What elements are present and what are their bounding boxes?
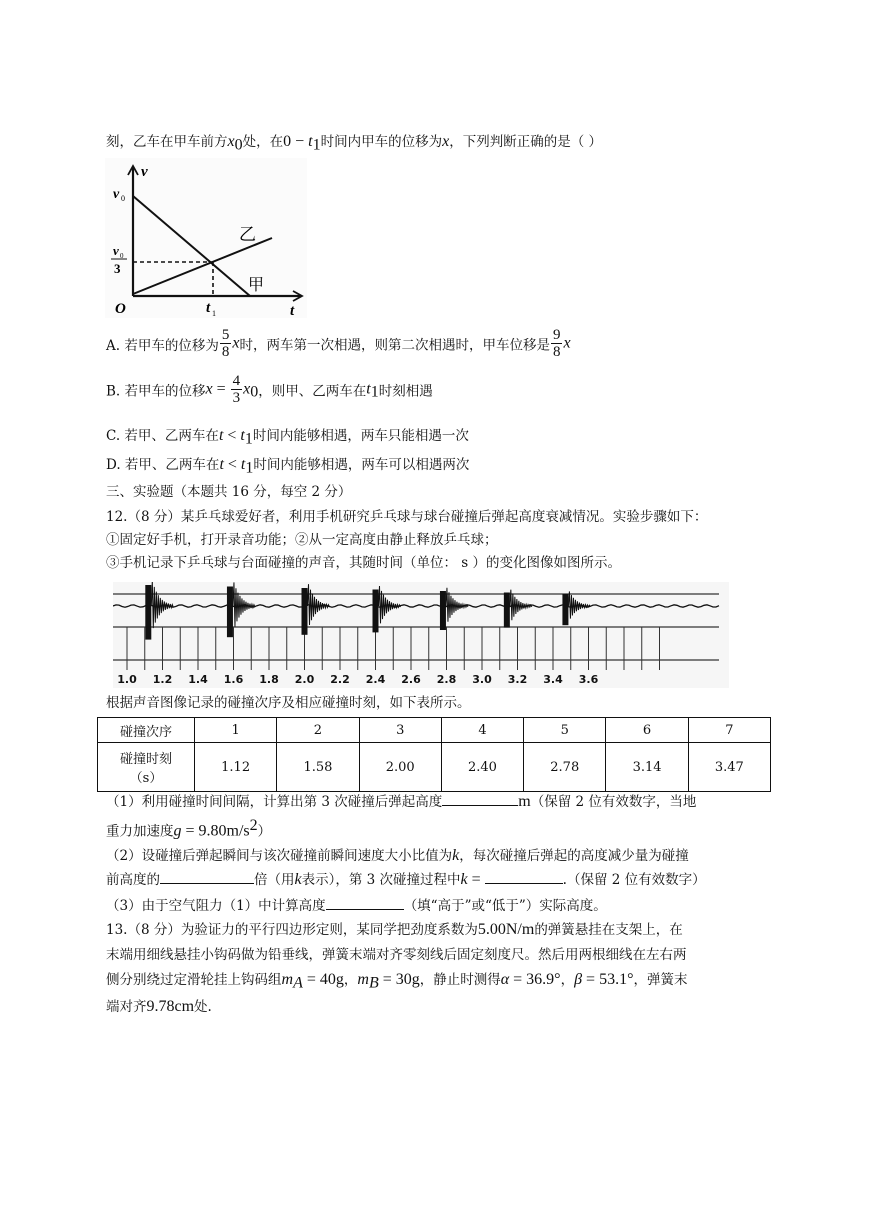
- beta-symbol: β: [574, 971, 583, 988]
- stem-text: 时间内甲车的位移为: [320, 134, 443, 150]
- sound-spike: [227, 587, 233, 638]
- table-cell: 2.00: [359, 743, 441, 792]
- option-d: [106, 453, 469, 478]
- sound-spike: [373, 590, 379, 633]
- t-axis-label: t: [290, 303, 295, 318]
- stem-text: ，下列判断正确的是（ ）: [449, 134, 602, 150]
- part-text: （保留 2 位有效数字，当地: [530, 794, 697, 810]
- answer-blank[interactable]: [326, 897, 404, 910]
- v0-third-den: 3: [114, 261, 121, 276]
- table-cell: 2.40: [441, 743, 523, 792]
- section-heading: 三、实验题（本题共 16 分，每空 2 分）: [106, 484, 352, 500]
- part-text: ，每次碰撞后弹起的高度减少量为碰撞: [459, 848, 689, 864]
- q12-part2: [106, 847, 689, 865]
- part-text: ）: [257, 823, 272, 840]
- sound-spike: [302, 588, 308, 635]
- fraction: [231, 373, 243, 406]
- time-axis-tick-label: 2.6: [401, 673, 421, 686]
- m-symbol: m: [357, 971, 369, 988]
- fraction-denominator: 8: [552, 344, 561, 360]
- part-text: 倍（用: [254, 872, 295, 888]
- q13-line4: [106, 998, 212, 1016]
- unit: m: [518, 793, 531, 810]
- table-cell: 7: [688, 718, 770, 743]
- origin-label: O: [115, 301, 126, 317]
- x-symbol: x: [232, 334, 240, 352]
- option-a-text: 时，两车第一次相遇，则第二次相遇时，甲车位移是: [239, 337, 550, 354]
- time-axis-tick-label: 2.0: [294, 673, 315, 686]
- time-axis-tick-label: 1.8: [259, 673, 279, 686]
- time-axis-tick-label: 1.2: [152, 673, 173, 686]
- time-axis-tick-label: 1.4: [188, 673, 208, 686]
- part-text: 表示），第 3 次碰撞过程中: [301, 872, 461, 888]
- sound-spike: [145, 585, 151, 640]
- q13-line3: [106, 971, 687, 993]
- subscript: 1: [312, 136, 321, 154]
- q12-part2-cont: [106, 871, 706, 889]
- option-a: [106, 327, 571, 369]
- subscript: 1: [245, 459, 254, 477]
- time-axis-tick-label: 3.6: [578, 673, 599, 686]
- fraction: [220, 327, 232, 360]
- option-d-text: 时间内能够相遇，两车可以相遇两次: [253, 457, 470, 473]
- subscript: 1: [370, 383, 379, 401]
- sound-waveform-figure: [113, 582, 729, 688]
- q13-text: 的弹簧悬挂在支架上，在: [534, 922, 683, 938]
- answer-blank[interactable]: [485, 871, 563, 884]
- part-text: .（保留 2 位有效数字）: [562, 872, 706, 888]
- q12-line1: 12.（8 分）某乒乓球爱好者，利用手机研究乒乓球与球台碰撞后弹起高度衰减情况。实验步骤如下：: [106, 509, 708, 525]
- q13-line2: 末端用细线悬挂小钩码做为铅垂线，弹簧末端对齐零刻线后固定刻度尺。然后用两根细线在左右两: [106, 947, 687, 963]
- table-cell: 3: [359, 718, 441, 743]
- fraction-numerator: 9: [552, 327, 561, 343]
- spring-constant: 5.00N/m: [477, 921, 535, 938]
- sound-spike: [504, 593, 510, 628]
- v0-label: v: [113, 187, 120, 202]
- q13-line1: [106, 921, 683, 939]
- t-symbol: t: [308, 133, 313, 150]
- collision-table: [97, 717, 771, 792]
- scale-reading: 9.78cm: [146, 998, 195, 1015]
- row-label-unit: （s）: [129, 771, 163, 786]
- table-cell: 4: [441, 718, 523, 743]
- t-symbol: t: [219, 456, 224, 473]
- zero: 0: [283, 133, 292, 150]
- option-d-text: D. 若甲、乙两车在: [106, 457, 220, 473]
- time-axis-tick-label: 2.4: [365, 673, 386, 686]
- fraction-numerator: 5: [221, 327, 230, 343]
- part-text: （1）利用碰撞时间间隔，计算出第 3 次碰撞后弹起高度: [106, 794, 443, 810]
- table-cell: 1.12: [195, 743, 277, 792]
- table-cell: 1.58: [277, 743, 359, 792]
- v0-third-num: v: [113, 243, 119, 258]
- t1-subscript: 1: [212, 309, 216, 318]
- separator: ，: [560, 972, 575, 988]
- x-symbol: x: [205, 380, 213, 398]
- minus: −: [291, 133, 309, 150]
- k-symbol: k: [294, 871, 302, 888]
- part-text: 重力加速度: [106, 823, 174, 840]
- t1-label: t: [206, 300, 211, 316]
- time-axis-tick-label: 2.8: [436, 673, 457, 686]
- angle-value: = 36.9°: [509, 971, 561, 988]
- g-value: = 9.80m/s: [181, 822, 250, 840]
- fraction: [551, 327, 563, 360]
- time-axis-tick-label: 3.2: [507, 673, 528, 686]
- q13-text: ，弹簧末: [633, 972, 688, 988]
- time-axis-tick-label: 3.0: [472, 673, 492, 686]
- option-b: [106, 373, 433, 415]
- less-than: <: [223, 456, 241, 473]
- equals: =: [212, 380, 230, 398]
- table-cell: 3.47: [688, 743, 770, 792]
- stem-text: 处，在: [242, 134, 284, 150]
- x0-symbol: x: [243, 380, 251, 398]
- k-symbol: k: [452, 847, 460, 864]
- angle-value: = 53.1°: [582, 971, 634, 988]
- option-c-text: 时间内能够相遇，两车只能相遇一次: [252, 428, 469, 444]
- time-axis-tick-label: 3.4: [543, 673, 563, 686]
- fraction-denominator: 8: [221, 344, 230, 360]
- sound-spike: [562, 594, 568, 625]
- less-than: <: [223, 427, 241, 444]
- q13-text: 端对齐: [106, 999, 147, 1015]
- answer-blank[interactable]: [160, 871, 254, 884]
- table-cell: 1: [195, 718, 277, 743]
- q12-line3: ③手机记录下乒乓球与台面碰撞的声音，其随时间（单位： s ）的变化图像如图所示。: [106, 555, 622, 571]
- mass-value: = 40g: [302, 971, 344, 988]
- mass-value: = 30g: [378, 971, 420, 988]
- part-text: （填“高于”或“低于”）实际高度。: [403, 898, 607, 914]
- q13-text: ，静止时测得: [419, 972, 501, 988]
- question-stem: [106, 133, 602, 155]
- option-c-text: C. 若甲、乙两车在: [106, 428, 219, 444]
- m-symbol: m: [281, 971, 294, 988]
- t-symbol: t: [240, 427, 245, 444]
- q13-text: 13.（8 分）为验证力的平行四边形定则，某同学把劲度系数为: [106, 922, 478, 938]
- separator: ，: [343, 972, 358, 988]
- x-symbol: x: [442, 133, 450, 150]
- sound-spike: [440, 591, 446, 630]
- stem-text: 刻，乙车在甲车前方: [106, 134, 228, 150]
- vt-graph: [105, 158, 307, 318]
- t-symbol: t: [218, 427, 224, 444]
- subscript: 0: [250, 383, 259, 401]
- table-cell: 3.14: [606, 743, 688, 792]
- x0-symbol: x: [227, 133, 235, 150]
- option-c: [106, 424, 469, 449]
- time-axis-tick-label: 1.0: [117, 673, 137, 686]
- table-cell: 2.78: [524, 743, 606, 792]
- label-jia: 甲: [248, 275, 265, 294]
- time-axis-tick-label: 1.6: [223, 673, 244, 686]
- v0-subscript: 0: [121, 194, 125, 203]
- table-cell: 6: [606, 718, 688, 743]
- option-b-text: 时刻相遇: [378, 383, 433, 400]
- t-symbol: t: [366, 380, 371, 398]
- g-symbol: g: [173, 822, 182, 840]
- alpha-symbol: α: [500, 971, 510, 988]
- superscript: 2: [249, 817, 258, 834]
- v0-third-num-sub: 0: [120, 252, 124, 260]
- q12-line4: 根据声音图像记录的碰撞次序及相应碰撞时刻，如下表所示。: [106, 695, 471, 711]
- part-text: （2）设碰撞后弹起瞬间与该次碰撞前瞬间速度大小比值为: [106, 848, 453, 864]
- table-header-label: 碰撞次序: [98, 718, 195, 743]
- part-text: （3）由于空气阻力（1）中计算高度: [106, 898, 326, 914]
- answer-blank[interactable]: [442, 793, 518, 806]
- q12-line2: ①固定好手机，打开录音功能；②从一定高度由静止释放乒乓球；: [106, 532, 498, 548]
- option-a-text: A. 若甲车的位移为: [106, 337, 219, 354]
- equals: =: [467, 871, 485, 888]
- label-yi: 乙: [239, 225, 256, 245]
- table-cell: 5: [524, 718, 606, 743]
- subscript: 0: [234, 136, 243, 154]
- table-cell: 2: [277, 718, 359, 743]
- row-label-line: 碰撞时刻: [119, 752, 172, 767]
- q12-part1-cont: [106, 817, 271, 841]
- fraction-numerator: 4: [232, 373, 241, 389]
- q13-text: 处.: [194, 999, 212, 1015]
- table-row-label: [98, 743, 195, 792]
- fraction-denominator: 3: [232, 390, 241, 406]
- time-axis-tick-label: 2.2: [330, 673, 350, 686]
- subscript: A: [293, 974, 303, 992]
- v-axis-label: v: [141, 164, 148, 180]
- part-text: 前高度的: [106, 872, 160, 888]
- t-symbol: t: [240, 456, 246, 473]
- option-b-text: ，则甲、乙两车在: [258, 383, 367, 400]
- q12-part1: [106, 793, 696, 811]
- subscript: 1: [244, 430, 253, 448]
- q12-part3: [106, 897, 607, 915]
- q13-text: 侧分别绕过定滑轮挂上钩码组: [106, 972, 282, 988]
- option-b-text: B. 若甲车的位移: [106, 383, 206, 400]
- k-symbol: k: [460, 871, 468, 888]
- subscript: B: [368, 974, 379, 992]
- x-symbol: x: [563, 334, 571, 352]
